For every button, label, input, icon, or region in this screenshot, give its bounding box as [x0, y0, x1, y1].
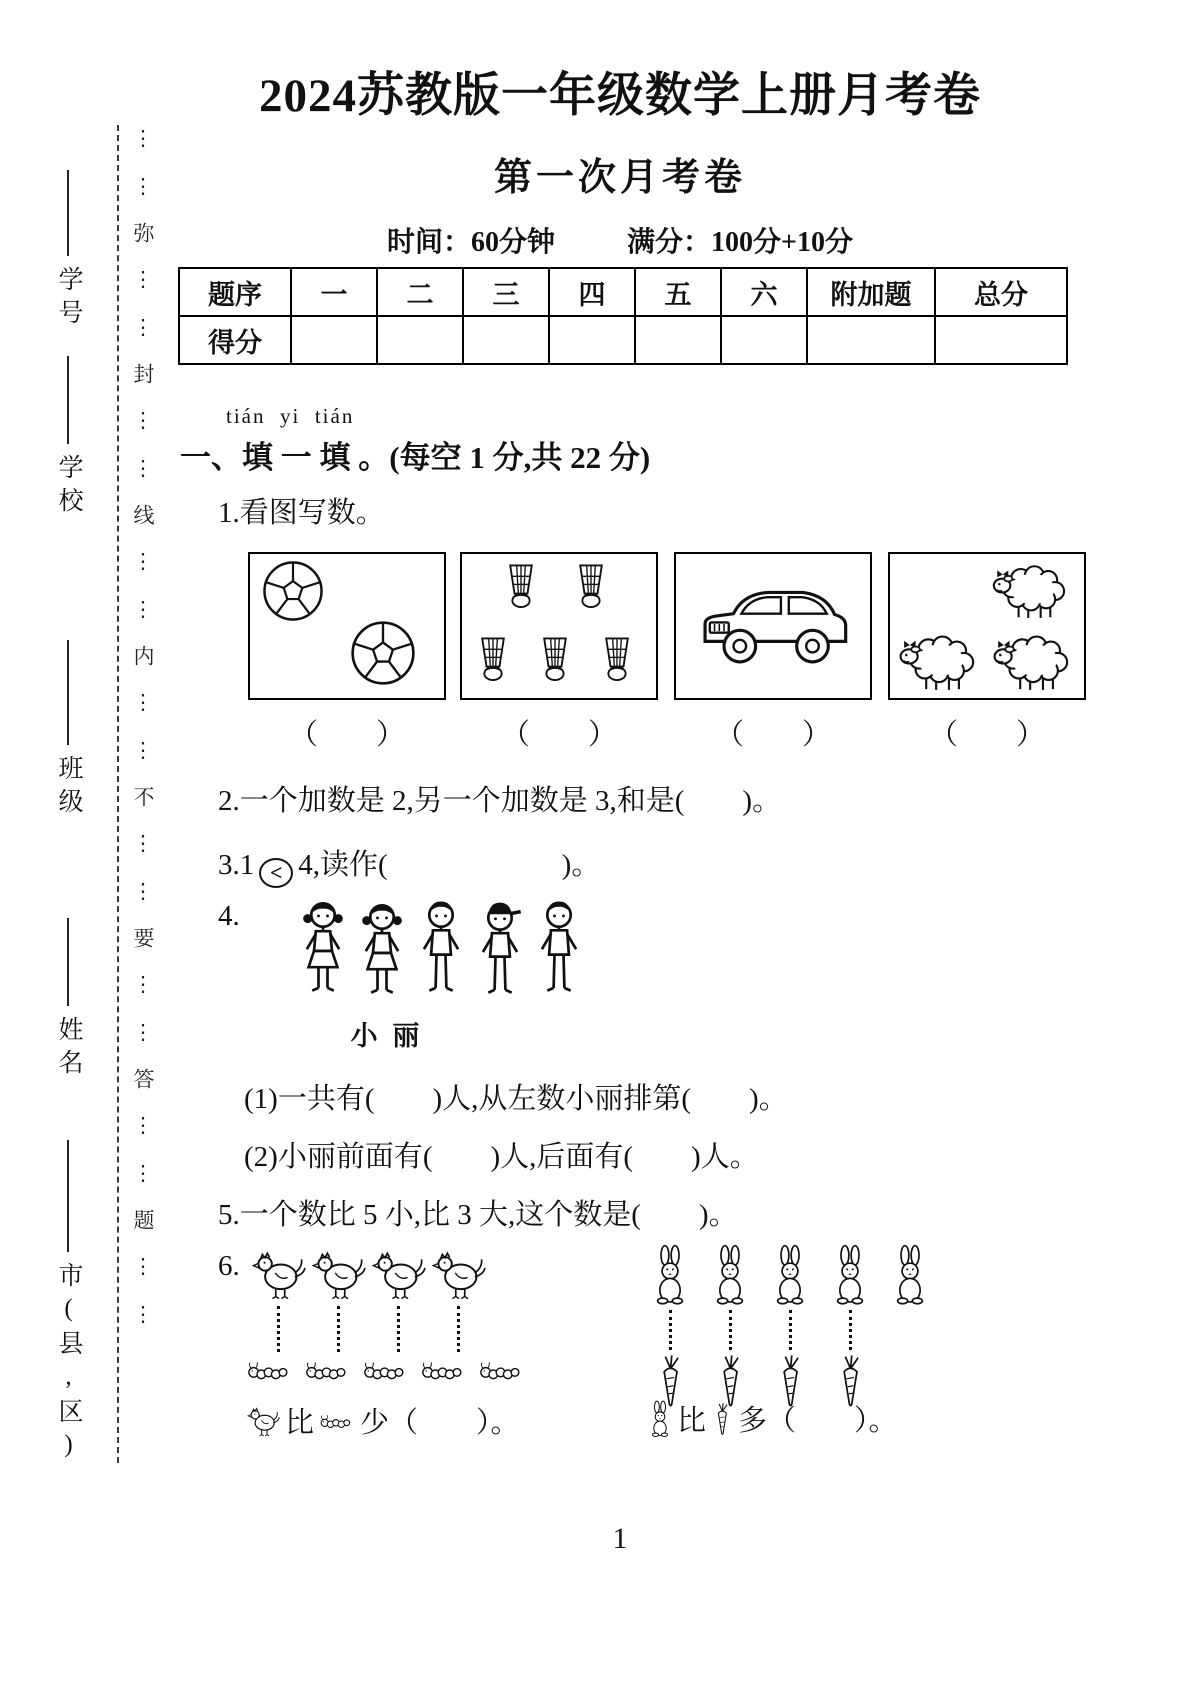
score-input-cell[interactable] [377, 316, 463, 364]
sheep-icon [901, 637, 974, 690]
q1-answer-blank[interactable]: （ ） [928, 719, 1045, 751]
worm-icon [319, 1412, 355, 1430]
field-blank-line[interactable] [67, 170, 69, 256]
field-label-name: 姓名 [55, 1016, 82, 1082]
score-input-cell[interactable] [549, 316, 635, 364]
page-number: 1 [612, 1522, 628, 1555]
score-table-header-row [179, 268, 1067, 316]
q3-text [218, 842, 600, 888]
pairing-dots [789, 1310, 792, 1350]
child-girl-icon [303, 902, 343, 990]
q1-box-soccer-balls [248, 552, 446, 700]
score-input-cell[interactable] [807, 316, 935, 364]
score-input-cell[interactable] [291, 316, 377, 364]
q6-right-mid: 比 [677, 1405, 707, 1437]
field-blank-line[interactable] [67, 918, 69, 1006]
exam-time: 时间：60分钟 [387, 227, 556, 258]
field-label-class: 班级 [55, 755, 82, 821]
score-row-label: 得分 [179, 316, 291, 364]
shuttlecocks-image [462, 554, 655, 697]
car-icon [705, 592, 846, 662]
rabbit-icon [830, 1244, 870, 1306]
pairing-dots [729, 1310, 732, 1350]
shuttlecock-icon [544, 638, 566, 680]
less-than-symbol: < [269, 860, 283, 885]
soccer-ball-icon [353, 623, 414, 684]
chicken-icon [250, 1246, 306, 1302]
q6-number: 6. [218, 1250, 240, 1282]
score-header-cell: 题序 [179, 268, 291, 316]
q6-right-end: 多（ ）。 [738, 1405, 898, 1437]
field-class [50, 640, 86, 821]
shuttlecock-icon [606, 638, 628, 680]
q1-box-car [674, 552, 872, 700]
child-girl-xiaoli-icon [362, 904, 402, 992]
score-header-cell: 五 [635, 268, 721, 316]
chicken-icon [370, 1246, 426, 1302]
child-boy-cap-icon [483, 903, 521, 993]
soccer-balls-image [250, 554, 443, 697]
score-header-cell: 总分 [935, 268, 1067, 316]
sheep-image [890, 554, 1083, 697]
q2-text: 2.一个加数是 2,另一个加数是 3,和是( )。 [218, 785, 782, 817]
page-subtitle: 第一次月考卷 [493, 157, 746, 199]
circled-less-than-icon [259, 858, 293, 888]
section-one-title: 一、填 一 填 。(每空 1 分,共 22 分) [180, 440, 651, 475]
field-blank-line[interactable] [67, 1140, 69, 1252]
score-table-score-row [179, 316, 1067, 364]
field-blank-line[interactable] [67, 356, 69, 444]
q6-left-mid: 比 [285, 1407, 315, 1439]
rabbit-icon [710, 1244, 750, 1306]
field-city-district [50, 1140, 86, 1466]
field-label-school: 学校 [55, 454, 82, 520]
worm-icon [478, 1358, 526, 1382]
q1-text: 1.看图写数。 [218, 497, 385, 529]
score-input-cell[interactable] [935, 316, 1067, 364]
q1-box-sheep [888, 552, 1086, 700]
chicken-icon [430, 1246, 486, 1302]
q4-number: 4. [218, 900, 240, 932]
seal-line-text: ⋮⋮弥⋮⋮封⋮⋮线⋮⋮内⋮⋮不⋮⋮要⋮⋮答⋮⋮题⋮⋮ [131, 126, 155, 1350]
rabbit-icon [890, 1244, 930, 1306]
q1-answer-blank[interactable]: （ ） [714, 719, 831, 751]
fold-line [117, 125, 119, 1463]
children-row-image [296, 892, 588, 1012]
q4-sub1-text: (1)一共有( )人,从左数小丽排第( )。 [244, 1083, 788, 1115]
pairing-dots [457, 1306, 460, 1352]
q3-post: 4,读作( )。 [298, 849, 601, 881]
shuttlecock-icon [510, 565, 532, 607]
field-label-city-district: 市(县,区) [55, 1262, 82, 1466]
child-boy-icon [424, 902, 458, 991]
score-input-cell[interactable] [463, 316, 549, 364]
field-blank-line[interactable] [67, 640, 69, 745]
exam-full-score: 满分：100分+10分 [627, 227, 853, 258]
page-title: 2024苏教版一年级数学上册月考卷 [259, 70, 981, 122]
chicken-icon [246, 1404, 280, 1438]
score-input-cell[interactable] [721, 316, 807, 364]
q1-answer-blank[interactable]: （ ） [500, 719, 617, 751]
field-school [50, 356, 86, 520]
q3-pre: 3.1 [218, 849, 255, 881]
shuttlecock-icon [482, 638, 504, 680]
q6-left-end: 少（ ）。 [360, 1407, 520, 1439]
score-table [178, 267, 1068, 365]
chicken-icon [310, 1246, 366, 1302]
sheep-icon [995, 637, 1068, 690]
exam-meta [150, 220, 1090, 260]
pairing-dots [849, 1310, 852, 1350]
score-header-cell: 六 [721, 268, 807, 316]
q1-box-shuttlecocks [460, 552, 658, 700]
score-header-cell: 一 [291, 268, 377, 316]
worm-icon [304, 1358, 352, 1382]
field-student-number [50, 170, 86, 332]
q6-left-sentence [246, 1400, 520, 1441]
q1-answer-blank[interactable]: （ ） [288, 719, 405, 751]
q5-text: 5.一个数比 5 小,比 3 大,这个数是( )。 [218, 1199, 738, 1231]
score-header-cell: 四 [549, 268, 635, 316]
score-header-cell: 二 [377, 268, 463, 316]
q6-right-sentence [648, 1398, 898, 1439]
xiaoli-name-label: 小 丽 [350, 1021, 424, 1051]
soccer-ball-icon [264, 562, 321, 619]
field-name [50, 918, 86, 1082]
pairing-dots [277, 1306, 280, 1352]
score-header-cell: 附加题 [807, 268, 935, 316]
rabbit-icon [650, 1244, 690, 1306]
pairing-dots [337, 1306, 340, 1352]
q4-sub2-text: (2)小丽前面有( )人,后面有( )人。 [244, 1141, 759, 1173]
rabbit-icon [648, 1400, 672, 1438]
rabbit-icon [770, 1244, 810, 1306]
sheep-icon [994, 566, 1064, 618]
worm-icon [362, 1358, 410, 1382]
pinyin-annotation: tián yi tián [226, 404, 355, 428]
score-header-cell: 三 [463, 268, 549, 316]
worm-icon [420, 1358, 468, 1382]
child-boy-icon [542, 902, 576, 991]
score-input-cell[interactable] [635, 316, 721, 364]
pairing-dots [669, 1310, 672, 1350]
shuttlecock-icon [580, 565, 602, 607]
worm-icon [246, 1358, 294, 1382]
field-label-student-number: 学号 [55, 266, 82, 332]
carrot-icon [711, 1401, 733, 1437]
car-image [676, 554, 869, 697]
pairing-dots [397, 1306, 400, 1352]
